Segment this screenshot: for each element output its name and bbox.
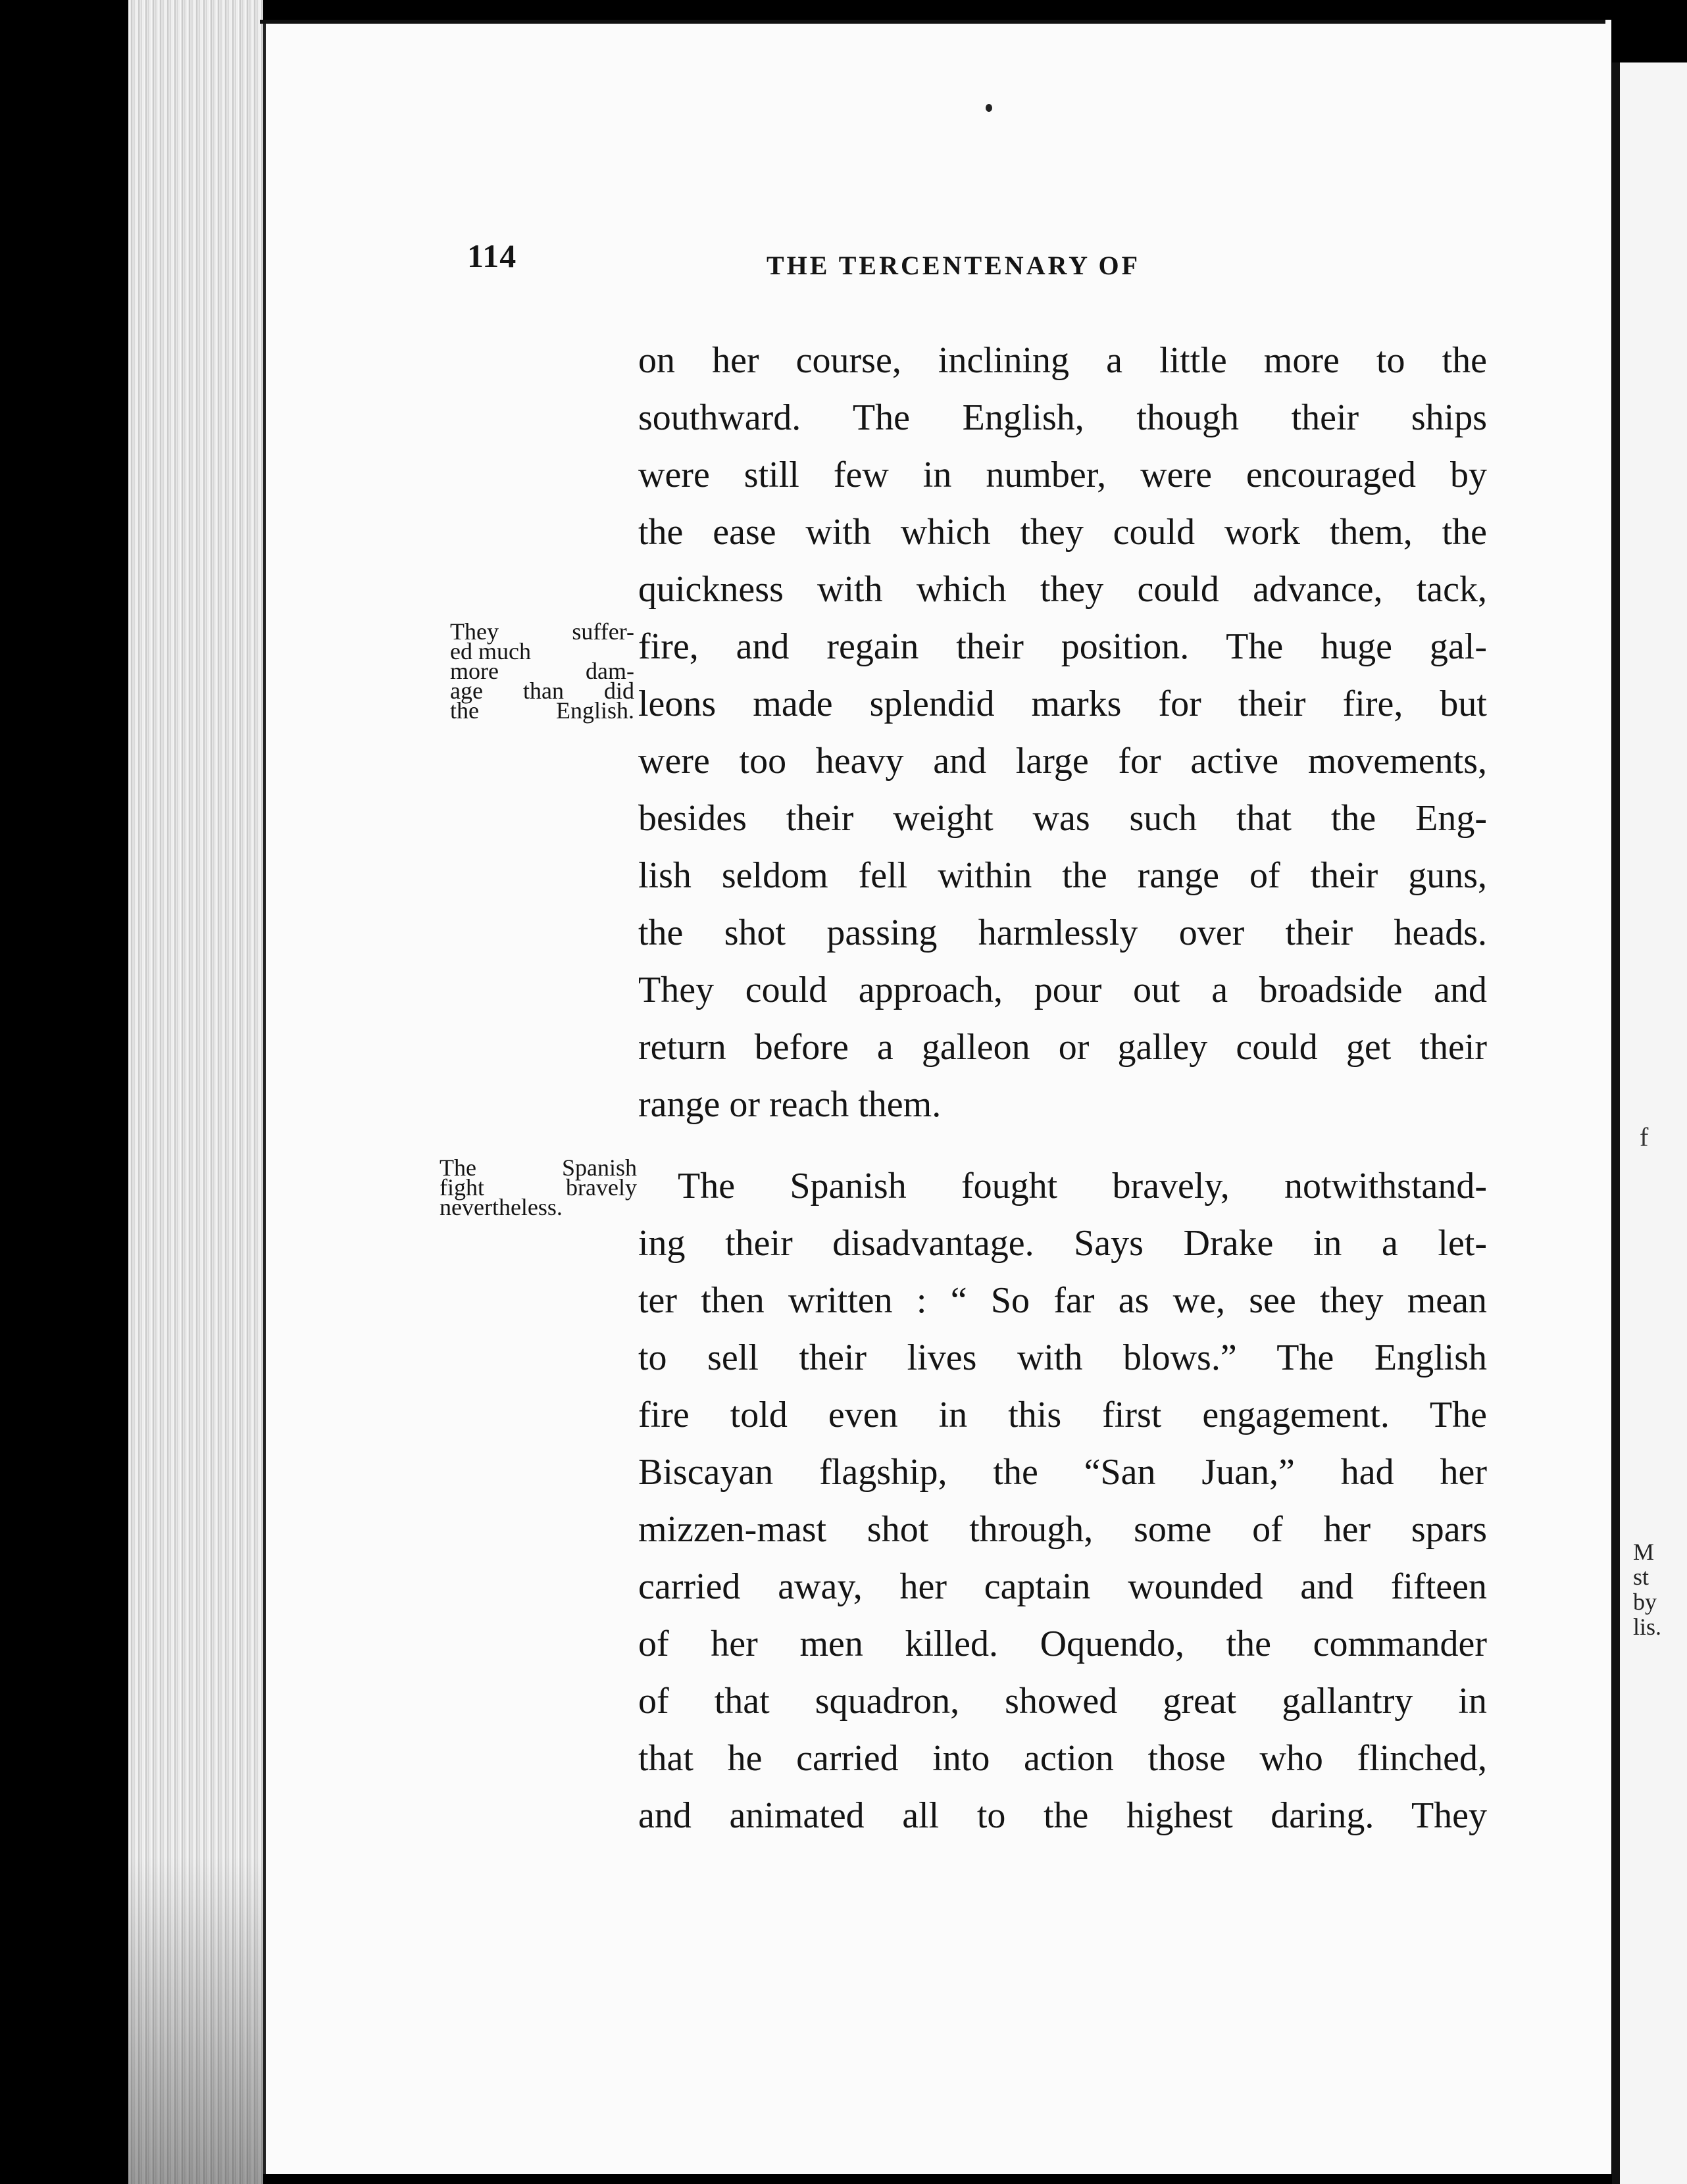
text-line: ing their disadvantage. Says Drake in a let- bbox=[638, 1223, 1487, 1264]
text-line: of her men killed. Oquendo, the commander bbox=[638, 1624, 1487, 1664]
body-paragraph-2 bbox=[638, 1158, 1487, 1845]
page-top-edge bbox=[260, 20, 1605, 24]
text-line: the ease with which they could work them, the bbox=[638, 512, 1487, 553]
text-line: and animated all to the highest daring. They bbox=[638, 1795, 1487, 1836]
facing-page-sidenote-fragment bbox=[1633, 1539, 1661, 1639]
text-line: that he carried into action those who flinched, bbox=[638, 1738, 1487, 1779]
text-line: were too heavy and large for active movements, bbox=[638, 741, 1487, 782]
margin-note-line: the English. bbox=[450, 697, 634, 724]
text-line: of that squadron, showed great gallantry in bbox=[638, 1681, 1487, 1722]
page-number: 114 bbox=[467, 237, 517, 274]
margin-note-line: fight bravely bbox=[440, 1174, 637, 1201]
margin-note-line: more dam- bbox=[450, 658, 634, 684]
text-line: were still few in number, were encouraged by bbox=[638, 455, 1487, 495]
text-line: the shot passing harmlessly over their heads. bbox=[638, 912, 1487, 953]
body-paragraph-1 bbox=[638, 332, 1487, 1133]
running-head: THE TERCENTENARY OF bbox=[767, 251, 1141, 280]
text-line: besides their weight was such that the Eng- bbox=[638, 798, 1487, 839]
facing-page-edge bbox=[1612, 62, 1687, 2184]
text-line: fire told even in this first engagement. The bbox=[638, 1395, 1487, 1435]
text-line: carried away, her captain wounded and fifteen bbox=[638, 1566, 1487, 1607]
facing-line: lis. bbox=[1633, 1614, 1662, 1640]
text-line: return before a galleon or galley could get their bbox=[638, 1027, 1487, 1068]
text-line: fire, and regain their position. The huge gal- bbox=[638, 626, 1487, 667]
ink-speck bbox=[986, 104, 992, 112]
margin-note-line: age than did bbox=[450, 678, 634, 704]
text-line: on her course, inclining a little more to the bbox=[638, 340, 1487, 381]
margin-note-line: They suffer- bbox=[450, 618, 634, 645]
margin-note-line: The Spanish bbox=[440, 1154, 637, 1181]
margin-note-line: nevertheless. bbox=[440, 1194, 563, 1220]
facing-line: by bbox=[1633, 1589, 1657, 1615]
facing-page-fragment-top: f bbox=[1640, 1122, 1649, 1152]
book-page-edges bbox=[128, 0, 263, 2184]
margin-note-line: ed much bbox=[450, 638, 531, 664]
margin-note-2 bbox=[440, 1154, 637, 1220]
margin-note-1 bbox=[450, 618, 634, 724]
text-line: to sell their lives with blows.” The English bbox=[638, 1337, 1487, 1378]
text-line: range or reach them. bbox=[638, 1084, 942, 1125]
facing-line: st bbox=[1633, 1564, 1649, 1590]
text-line: leons made splendid marks for their fire, but bbox=[638, 683, 1487, 724]
text-line: mizzen-mast shot through, some of her spars bbox=[638, 1509, 1487, 1550]
text-line: Biscayan flagship, the “San Juan,” had her bbox=[638, 1452, 1487, 1493]
facing-line: M bbox=[1633, 1539, 1655, 1565]
text-line: The Spanish fought bravely, notwithstand- bbox=[678, 1166, 1487, 1206]
text-line: southward. The English, though their ships bbox=[638, 397, 1487, 438]
text-line: ter then written : “ So far as we, see they mean bbox=[638, 1280, 1487, 1321]
text-line: quickness with which they could advance, tack, bbox=[638, 569, 1487, 610]
text-line: lish seldom fell within the range of their guns, bbox=[638, 855, 1487, 896]
text-line: They could approach, pour out a broadside and bbox=[638, 970, 1487, 1010]
